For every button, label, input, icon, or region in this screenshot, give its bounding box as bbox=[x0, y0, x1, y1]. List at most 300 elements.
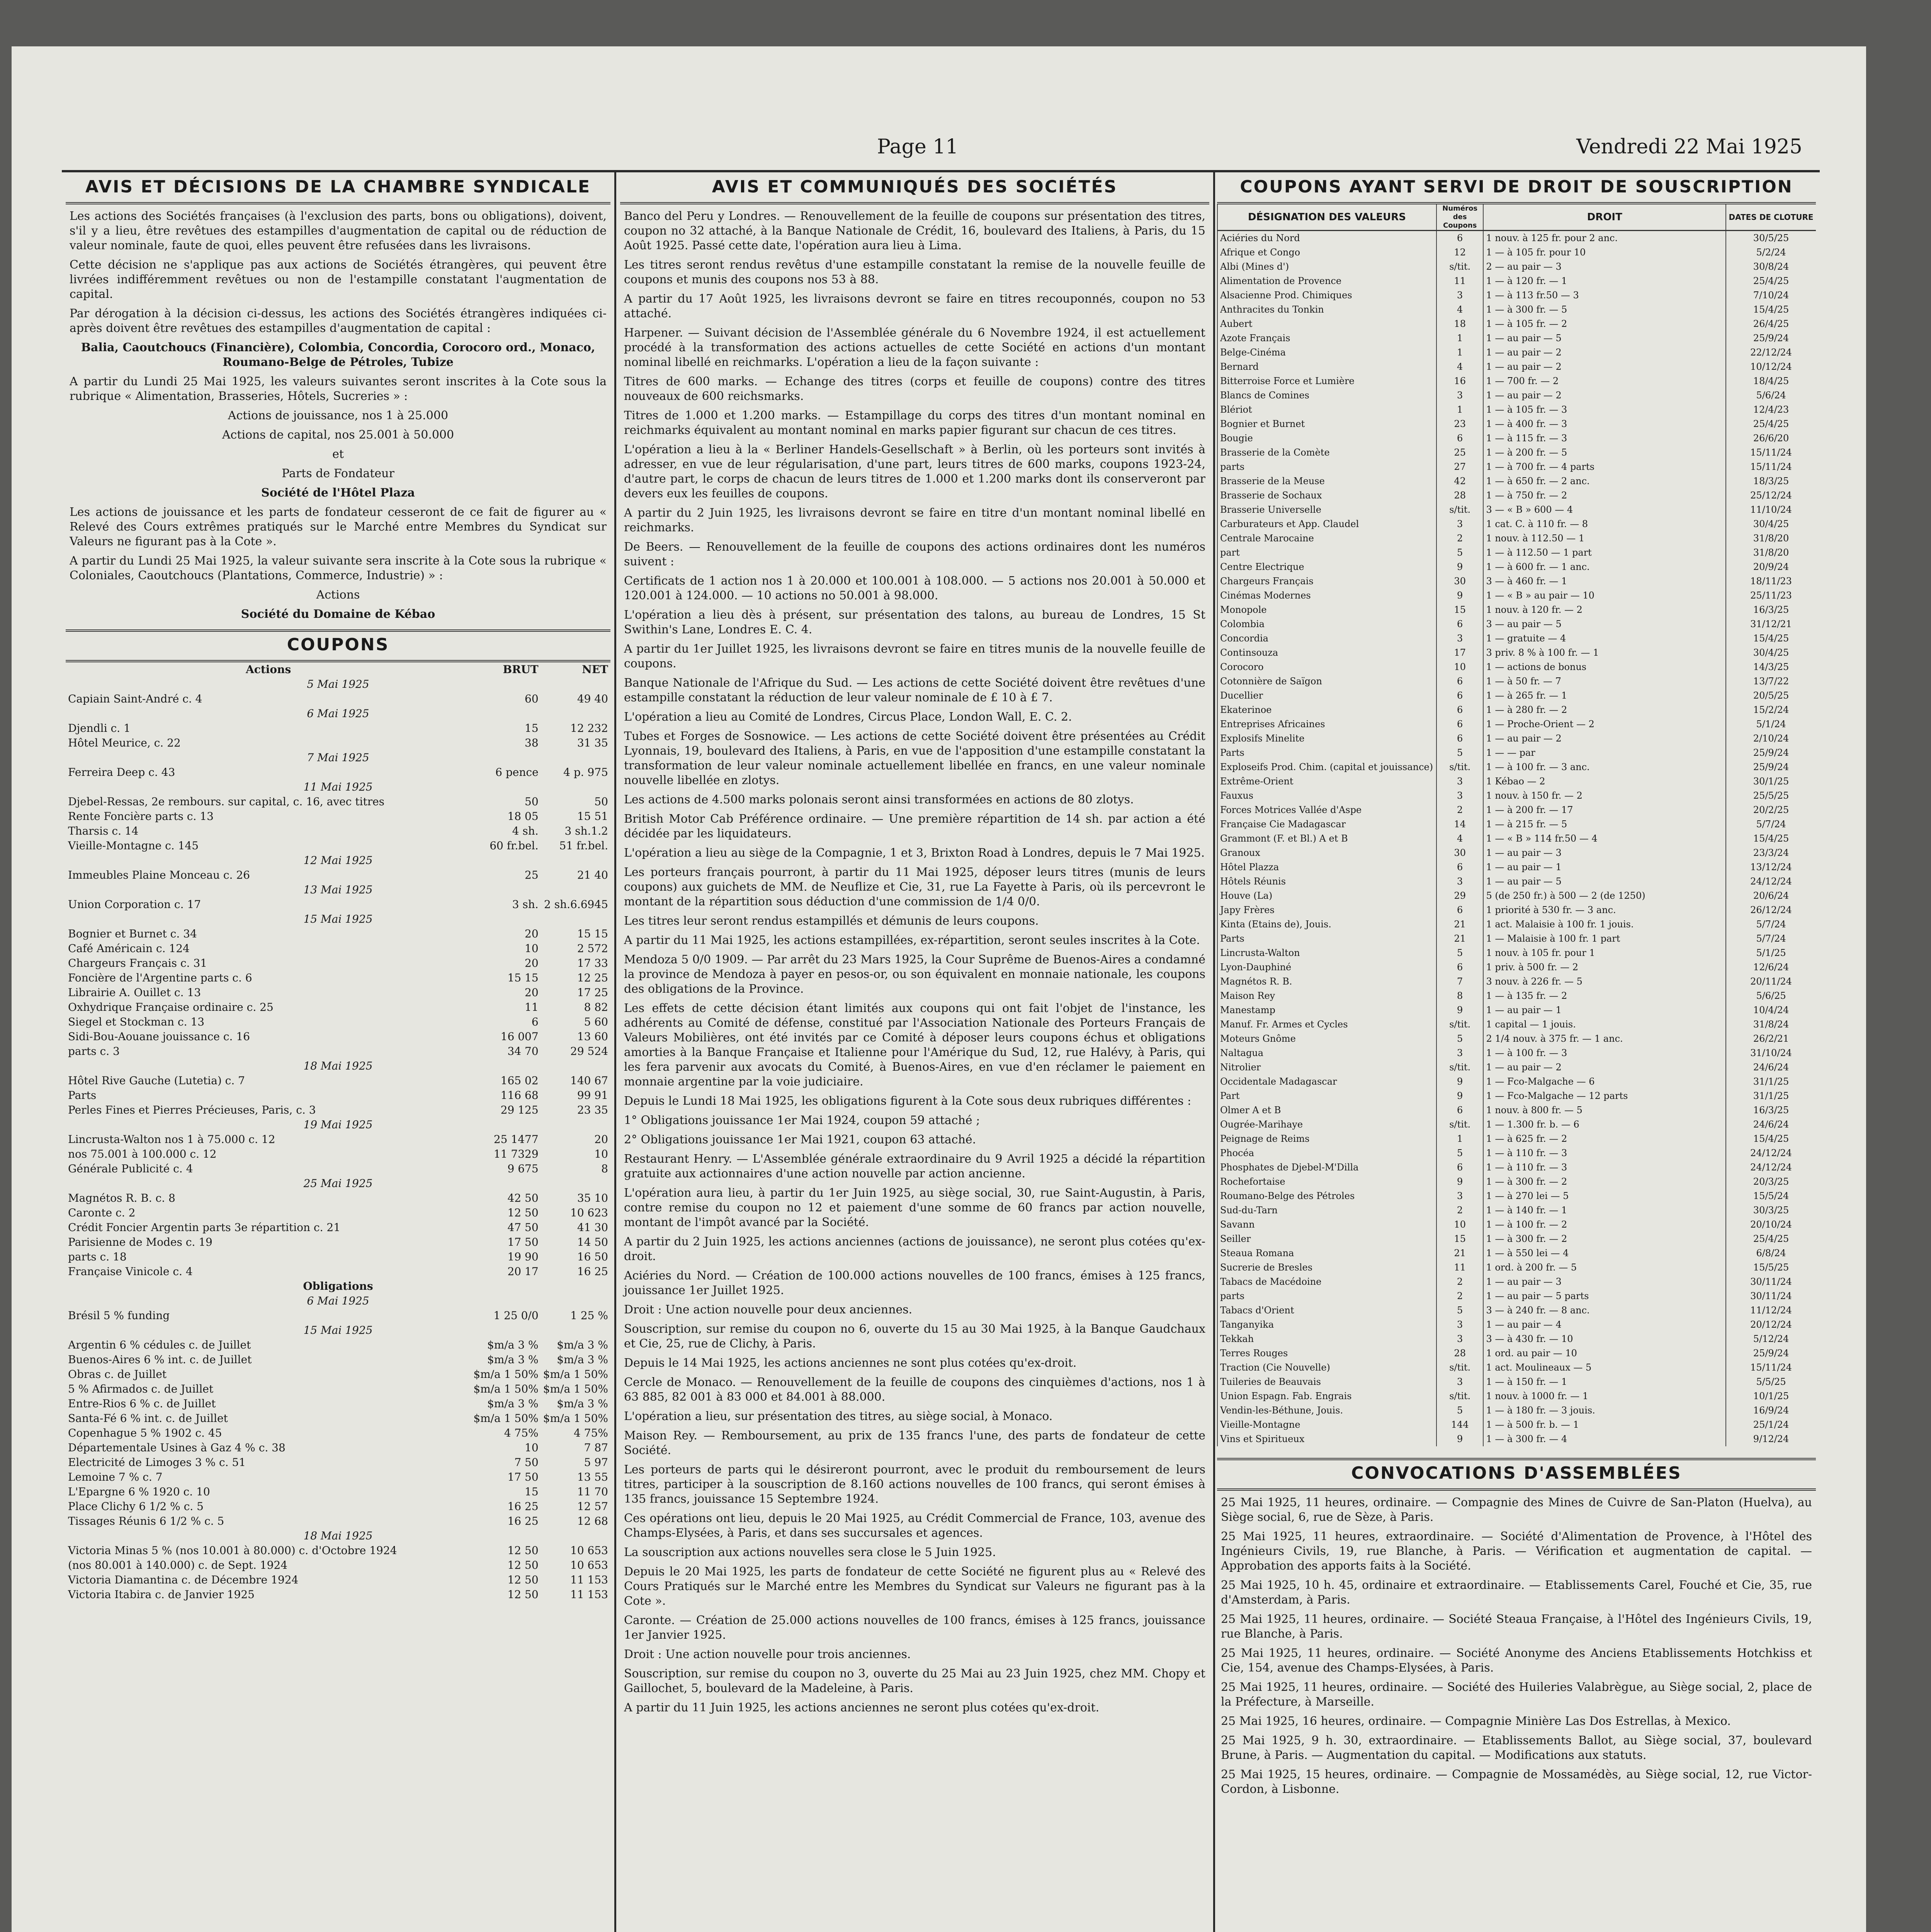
droit-date: 31/8/20 bbox=[1726, 546, 1816, 560]
droit-row bbox=[1217, 832, 1816, 846]
coupon-row bbox=[66, 1147, 610, 1162]
societe-notice: Restaurant Henry. — L'Assemblée générale extraordinaire du 9 Avril 1925 a décidé la répartition gratuite aux actionnaires d'une action nouvelle par action ancienne. bbox=[624, 1152, 1205, 1180]
droit-date: 6/8/24 bbox=[1726, 1246, 1816, 1260]
droit-valeur: Corocoro bbox=[1217, 660, 1436, 674]
droit-date: 16/9/24 bbox=[1726, 1403, 1816, 1418]
chambre-p5: A partir du Lundi 25 Mai 1925, les valeurs suivantes seront inscrites à la Cote sous la rubrique « Alimentation, Brasseries, Hôtels, Sucreries » : bbox=[70, 375, 607, 403]
coupon-net: 12 57 bbox=[577, 1500, 608, 1513]
droit-coupon: s/tit. bbox=[1436, 760, 1483, 774]
droit-date: 25/12/24 bbox=[1726, 488, 1816, 503]
droit-droit: 1 — à 110 fr. — 3 bbox=[1483, 1146, 1726, 1160]
coupon-name: Sidi-Bou-Aouane jouissance c. 16 bbox=[68, 1030, 250, 1043]
coupon-name: Brésil 5 % funding bbox=[68, 1309, 170, 1322]
coupon-brut: $m/a 1 50% bbox=[473, 1412, 539, 1425]
coupon-row bbox=[66, 765, 610, 780]
coupon-name: Victoria Diamantina c. de Décembre 1924 bbox=[68, 1573, 299, 1586]
chambre-p9: Parts de Fondateur bbox=[282, 467, 394, 480]
coupon-row bbox=[66, 1352, 610, 1367]
droit-droit: 1 — à 215 fr. — 5 bbox=[1483, 817, 1726, 832]
droit-valeur: Vins et Spiritueux bbox=[1217, 1432, 1436, 1446]
droit-coupon: 6 bbox=[1436, 1160, 1483, 1175]
societe-notice: Depuis le 20 Mai 1925, les parts de fondateur de cette Société ne figurent plus au « Relevé des Cours Pratiqués sur le Marché entre les Membres du Syndicat sur Valeurs ne figurant pas à la Cote ». bbox=[624, 1565, 1205, 1608]
droit-row bbox=[1217, 1361, 1816, 1375]
droit-row bbox=[1217, 731, 1816, 746]
droit-date: 15/5/25 bbox=[1726, 1260, 1816, 1275]
droit-droit: 1 — à 265 fr. — 1 bbox=[1483, 689, 1726, 703]
droit-row bbox=[1217, 874, 1816, 889]
droit-coupon: 6 bbox=[1436, 674, 1483, 689]
droit-droit: 1 — Malaisie à 100 fr. 1 part bbox=[1483, 932, 1726, 946]
societe-notice: Les titres seront rendus revêtus d'une estampille constatant la remise de la nouvelle feuille de coupons et munis des coupons nos 53 à 88. bbox=[624, 258, 1205, 286]
droit-droit: 1 — à 270 lei — 5 bbox=[1483, 1189, 1726, 1203]
coupon-name: Obras c. de Juillet bbox=[68, 1368, 167, 1381]
droit-coupon: 3 bbox=[1436, 288, 1483, 303]
societe-notice: Harpener. — Suivant décision de l'Assemblée générale du 6 Novembre 1924, il est actuellement procédé à la transformation des actions actuelles de cette Société en actions d'un montant nominal libellé en reichmarks. L'opération a lieu de la façon suivante : bbox=[624, 326, 1205, 369]
coupon-net: $m/a 1 50% bbox=[543, 1383, 608, 1395]
societe-notice: Les titres leur seront rendus estampillés et démunis de leurs coupons. bbox=[624, 914, 1039, 928]
droit-coupon: 5 bbox=[1436, 1303, 1483, 1318]
coupon-brut: 6 bbox=[531, 1015, 539, 1028]
droit-row bbox=[1217, 1403, 1816, 1418]
droit-date: 25/9/24 bbox=[1726, 331, 1816, 345]
societe-notice: Les actions de 4.500 marks polonais seront ainsi transformées en actions de 80 zlotys. bbox=[624, 793, 1134, 806]
droit-valeur: Anthracites du Tonkin bbox=[1217, 303, 1436, 317]
coupon-row bbox=[66, 971, 610, 985]
droit-valeur: Tabacs d'Orient bbox=[1217, 1303, 1436, 1318]
droit-row bbox=[1217, 403, 1816, 417]
droit-droit: 1 — à 100 fr. — 3 anc. bbox=[1483, 760, 1726, 774]
coupon-brut: 10 bbox=[525, 942, 539, 955]
droit-coupon: 5 bbox=[1436, 746, 1483, 760]
coupon-net: 12 25 bbox=[577, 971, 608, 984]
droit-droit: 1 act. Malaisie à 100 fr. 1 jouis. bbox=[1483, 917, 1726, 932]
coupon-row bbox=[66, 1573, 610, 1587]
droit-coupon: 9 bbox=[1436, 588, 1483, 603]
droit-coupon: 3 bbox=[1436, 388, 1483, 403]
coupon-row bbox=[66, 1543, 610, 1558]
droit-droit: 1 Kébao — 2 bbox=[1483, 774, 1726, 789]
convocation: 25 Mai 1925, 11 heures, ordinaire. — Société Anonyme des Anciens Etablissements Hotchkiss et Cie, 154, avenue des Champs-Elysées, à Paris. bbox=[1221, 1646, 1812, 1675]
coupons-h-actions: Actions bbox=[246, 663, 291, 676]
coupon-row bbox=[66, 1338, 610, 1352]
coupon-name: Ferreira Deep c. 43 bbox=[68, 766, 175, 779]
societe-notice: Tubes et Forges de Sosnowice. — Les actions de cette Société doivent être présentées au Crédit Lyonnais, 19, boulevard des Italiens, à Paris, en vue de l'apposition d'une estampille constatant la transformation de leur valeur nominale actuellement libellée en francs, en une valeur nominale nouvelle libellée en zlotys. bbox=[624, 730, 1205, 787]
droit-coupon: 2 bbox=[1436, 1203, 1483, 1218]
coupons-title: COUPONS bbox=[66, 629, 610, 662]
droit-droit: 3 nouv. à 226 fr. — 5 bbox=[1483, 975, 1726, 989]
droit-coupon: 3 bbox=[1436, 874, 1483, 889]
droit-coupon: 10 bbox=[1436, 1218, 1483, 1232]
droit-droit: 1 — à 600 fr. — 1 anc. bbox=[1483, 560, 1726, 574]
coupon-net: 140 67 bbox=[570, 1074, 608, 1087]
droit-h-coupons: Numéros des Coupons bbox=[1436, 204, 1483, 231]
droit-date: 23/3/24 bbox=[1726, 846, 1816, 860]
droit-valeur: Kinta (Etains de), Jouis. bbox=[1217, 917, 1436, 932]
coupon-name: Capiain Saint-André c. 4 bbox=[68, 692, 202, 705]
droit-date: 15/11/24 bbox=[1726, 460, 1816, 474]
coupon-row bbox=[66, 706, 610, 721]
droit-droit: 1 capital — 1 jouis. bbox=[1483, 1017, 1726, 1032]
droit-droit: 1 — 700 fr. — 2 bbox=[1483, 374, 1726, 388]
droit-coupon: 6 bbox=[1436, 717, 1483, 731]
coupon-name: Oxhydrique Française ordinaire c. 25 bbox=[68, 1001, 274, 1014]
droit-coupon: 14 bbox=[1436, 817, 1483, 832]
droit-valeur: Nitrolier bbox=[1217, 1060, 1436, 1075]
droit-valeur: Cotonnière de Saïgon bbox=[1217, 674, 1436, 689]
droit-droit: 1 — à 105 fr. pour 10 bbox=[1483, 245, 1726, 260]
droit-droit: 1 — « B » au pair — 10 bbox=[1483, 588, 1726, 603]
societe-notice: Maison Rey. — Remboursement, au prix de 135 francs l'une, des parts de fondateur de cette Société. bbox=[624, 1429, 1205, 1457]
droit-date: 24/12/24 bbox=[1726, 874, 1816, 889]
coupon-brut: 11 bbox=[525, 1001, 539, 1014]
societe-notice: Banque Nationale de l'Afrique du Sud. — Les actions de cette Société doivent être revêtues d'une estampille constatant la réduction de leur valeur nominale de £ 10 à £ 7. bbox=[624, 676, 1205, 704]
droit-row bbox=[1217, 860, 1816, 874]
droit-coupon: 10 bbox=[1436, 660, 1483, 674]
droit-droit: 1 — à 50 fr. — 7 bbox=[1483, 674, 1726, 689]
droit-date: 26/6/20 bbox=[1726, 431, 1816, 446]
droit-row bbox=[1217, 1103, 1816, 1117]
coupon-row bbox=[66, 883, 610, 897]
coupon-row bbox=[66, 677, 610, 692]
droit-date: 20/6/24 bbox=[1726, 889, 1816, 903]
societe-notice: L'opération a lieu au siège de la Compagnie, 1 et 3, Brixton Road à Londres, depuis le 7 Mai 1925. bbox=[624, 846, 1205, 860]
droit-coupon: s/tit. bbox=[1436, 1017, 1483, 1032]
coupon-row bbox=[66, 1206, 610, 1220]
coupon-name: Buenos-Aires 6 % int. c. de Juillet bbox=[68, 1353, 252, 1366]
droit-row bbox=[1217, 617, 1816, 631]
droit-coupon: 42 bbox=[1436, 474, 1483, 488]
droit-row bbox=[1217, 1189, 1816, 1203]
droit-droit: 3 — au pair — 5 bbox=[1483, 617, 1726, 631]
droit-date: 31/10/24 bbox=[1726, 1046, 1816, 1060]
coupon-name: Parts bbox=[68, 1089, 97, 1102]
coupon-row bbox=[66, 1558, 610, 1573]
droit-coupon: 25 bbox=[1436, 446, 1483, 460]
droit-row bbox=[1217, 960, 1816, 975]
chambre-p1: Les actions des Sociétés françaises (à l'exclusion des parts, bons ou obligations), doivent, s'il y a lieu, être revêtues des estampilles d'augmentation de capital ou de réduction de valeur nominale, faute de quoi, elles peuvent être refusées dans les livraisons. bbox=[70, 209, 607, 252]
droit-droit: 1 — à 115 fr. — 3 bbox=[1483, 431, 1726, 446]
droit-coupon: 5 bbox=[1436, 1403, 1483, 1418]
droit-valeur: Savann bbox=[1217, 1218, 1436, 1232]
droit-date: 15/4/25 bbox=[1726, 303, 1816, 317]
droit-date: 2/10/24 bbox=[1726, 731, 1816, 746]
droit-date: 20/11/24 bbox=[1726, 975, 1816, 989]
coupon-brut: 12 50 bbox=[507, 1544, 539, 1557]
droit-coupon: 9 bbox=[1436, 1003, 1483, 1017]
societe-notice: Les effets de cette décision étant limités aux coupons qui ont fait l'objet de l'instance, les adhérents au Comité de défense, constitué par l'Association Nationale des Porteurs Français de Valeurs Mobilières, ont été invités par ce Comité à déposer leurs coupons échus et obligations amorties à la Banque Française et Italienne pour l'Amérique du Sud, 12, rue Halévy, à Paris, qui les fera parvenir aux avocats du Comité, à Buenos-Aires, en vue d'en réclamer le paiement en monnaie argentine par la voie judiciaire. bbox=[624, 1002, 1205, 1088]
droit-row bbox=[1217, 388, 1816, 403]
droit-date: 10/1/25 bbox=[1726, 1389, 1816, 1403]
droit-row bbox=[1217, 889, 1816, 903]
droit-date: 20/12/24 bbox=[1726, 1318, 1816, 1332]
coupon-row bbox=[66, 956, 610, 971]
droit-date: 10/12/24 bbox=[1726, 360, 1816, 374]
coupon-brut: 4 sh. bbox=[512, 825, 539, 837]
coupon-name: Caronte c. 2 bbox=[68, 1206, 136, 1219]
chambre-p14: Société du Domaine de Kébao bbox=[241, 607, 435, 621]
societe-notice: 1° Obligations jouissance 1er Mai 1924, coupon 59 attaché ; bbox=[624, 1114, 980, 1127]
droit-droit: 1 — à 500 fr. b. — 1 bbox=[1483, 1418, 1726, 1432]
droit-row bbox=[1217, 1060, 1816, 1075]
coupon-brut: $m/a 1 50% bbox=[473, 1383, 539, 1395]
droit-coupon: 9 bbox=[1436, 1432, 1483, 1446]
droit-date: 25/4/25 bbox=[1726, 1232, 1816, 1246]
droit-row bbox=[1217, 1089, 1816, 1103]
coupon-row bbox=[66, 794, 610, 809]
droit-valeur: Extrême-Orient bbox=[1217, 774, 1436, 789]
droit-row bbox=[1217, 674, 1816, 689]
left-column bbox=[66, 174, 610, 1928]
droit-row bbox=[1217, 345, 1816, 360]
droit-row bbox=[1217, 588, 1816, 603]
droit-droit: 1 priv. à 500 fr. — 2 bbox=[1483, 960, 1726, 975]
societe-notice: Les porteurs français pourront, à partir du 11 Mai 1925, déposer leurs titres (munis de leurs coupons) aux guichets de MM. de Neuflize et Cie, 31, rue La Fayette à Paris, où ils percevront le montant de la répartition sous déduction d'une commission de 1/4 0/0. bbox=[624, 866, 1205, 908]
droit-valeur: Naltagua bbox=[1217, 1046, 1436, 1060]
droit-valeur: Albi (Mines d') bbox=[1217, 260, 1436, 274]
droit-date: 30/5/25 bbox=[1726, 231, 1816, 246]
coupons-h-brut: BRUT bbox=[503, 663, 539, 676]
droit-date: 31/1/25 bbox=[1726, 1075, 1816, 1089]
droit-date: 25/1/24 bbox=[1726, 1418, 1816, 1432]
societe-notice: British Motor Cab Préférence ordinaire. — Une première répartition de 14 sh. par action a été décidée par les liquidateurs. bbox=[624, 812, 1205, 840]
coupon-net: 12 68 bbox=[577, 1515, 608, 1527]
coupon-row bbox=[66, 1191, 610, 1206]
droit-coupon: 2 bbox=[1436, 1289, 1483, 1303]
coupon-name: Magnétos R. B. c. 8 bbox=[68, 1192, 175, 1204]
coupon-net: 11 153 bbox=[570, 1588, 608, 1601]
droit-date: 25/11/23 bbox=[1726, 588, 1816, 603]
droit-date: 24/12/24 bbox=[1726, 1146, 1816, 1160]
droit-date: 12/4/23 bbox=[1726, 403, 1816, 417]
droit-droit: 1 — à 650 fr. — 2 anc. bbox=[1483, 474, 1726, 488]
droit-coupon: 15 bbox=[1436, 1232, 1483, 1246]
coupon-name: Union Corporation c. 17 bbox=[68, 898, 201, 911]
droit-date: 11/10/24 bbox=[1726, 503, 1816, 517]
droit-valeur: Entreprises Africaines bbox=[1217, 717, 1436, 731]
droit-row bbox=[1217, 546, 1816, 560]
coupon-row bbox=[66, 780, 610, 794]
societe-notice: Droit : Une action nouvelle pour deux anciennes. bbox=[624, 1303, 913, 1316]
convocation: 25 Mai 1925, 10 h. 45, ordinaire et extraordinaire. — Etablissements Carel, Fouché et Cie, 35, rue d'Amsterdam, à Paris. bbox=[1221, 1578, 1812, 1607]
droit-valeur: Terres Rouges bbox=[1217, 1346, 1436, 1361]
right-column bbox=[1217, 174, 1816, 1928]
chambre-title: AVIS ET DÉCISIONS DE LA CHAMBRE SYNDICALE bbox=[66, 174, 610, 204]
coupon-row bbox=[66, 809, 610, 824]
droit-droit: 1 — au pair — 2 bbox=[1483, 345, 1726, 360]
droit-row bbox=[1217, 975, 1816, 989]
droit-valeur: Houve (La) bbox=[1217, 889, 1436, 903]
droit-date: 11/12/24 bbox=[1726, 1303, 1816, 1318]
droit-coupon: 3 bbox=[1436, 1046, 1483, 1060]
droit-date: 20/3/25 bbox=[1726, 1175, 1816, 1189]
droit-date: 30/1/25 bbox=[1726, 774, 1816, 789]
droit-coupon: 4 bbox=[1436, 360, 1483, 374]
coupon-name: Hôtel Meurice, c. 22 bbox=[68, 736, 181, 749]
droit-date: 12/6/24 bbox=[1726, 960, 1816, 975]
societe-notice: A partir du 2 Juin 1925, les actions anciennes (actions de jouissance), ne seront plus cotées qu'ex-droit. bbox=[624, 1235, 1205, 1263]
coupons-table bbox=[66, 662, 610, 1602]
droit-date: 20/10/24 bbox=[1726, 1218, 1816, 1232]
societe-notice: Les porteurs de parts qui le désireront pourront, avec le produit du remboursement de leurs titres, participer à la souscription de 8.160 actions nouvelles de 100 francs, qui seront émises à 135 francs, jouissance 15 Septembre 1924. bbox=[624, 1463, 1205, 1506]
coupon-net: 16 25 bbox=[577, 1265, 608, 1278]
droit-valeur: Magnétos R. B. bbox=[1217, 975, 1436, 989]
droit-h-dates: DATES DE CLOTURE bbox=[1726, 204, 1816, 231]
coupon-brut: 3 sh. bbox=[512, 898, 539, 911]
droit-coupon: s/tit. bbox=[1436, 503, 1483, 517]
droit-row bbox=[1217, 774, 1816, 789]
droit-date: 20/2/25 bbox=[1726, 803, 1816, 817]
convocation: 25 Mai 1925, 11 heures, extraordinaire. — Société d'Alimentation de Provence, à l'Hôtel des Ingénieurs Civils, 19, rue Blanche, à Paris. — Vérification et augmentation de capital. — Approbation des apports faits à la Société. bbox=[1221, 1530, 1812, 1573]
droit-date: 15/4/25 bbox=[1726, 832, 1816, 846]
droit-coupon: 18 bbox=[1436, 317, 1483, 331]
droit-droit: 1 — à 113 fr.50 — 3 bbox=[1483, 288, 1726, 303]
coupon-net: $m/a 3 % bbox=[557, 1338, 608, 1351]
droit-droit: 1 — à 300 fr. — 4 bbox=[1483, 1432, 1726, 1446]
coupon-row bbox=[66, 736, 610, 750]
coupon-net: $m/a 1 50% bbox=[543, 1412, 608, 1425]
coupon-row bbox=[66, 897, 610, 912]
coupon-row bbox=[66, 941, 610, 956]
coupon-name: Foncière de l'Argentine parts c. 6 bbox=[68, 971, 252, 984]
coupon-name: Française Vinicole c. 4 bbox=[68, 1265, 193, 1278]
societe-notice: Depuis le Lundi 18 Mai 1925, les obligations figurent à la Cote sous deux rubriques différentes : bbox=[624, 1094, 1192, 1108]
coupon-net: 31 35 bbox=[577, 736, 608, 749]
droit-date: 31/1/25 bbox=[1726, 1089, 1816, 1103]
convocation: 25 Mai 1925, 11 heures, ordinaire. — Société Steaua Française, à l'Hôtel des Ingénieurs Civils, 19, rue Blanche, à Paris. bbox=[1221, 1612, 1812, 1641]
coupon-net: $m/a 1 50% bbox=[543, 1368, 608, 1381]
coupon-row bbox=[66, 1176, 610, 1191]
droit-droit: 1 — au pair — 3 bbox=[1483, 1275, 1726, 1289]
droit-date: 25/9/24 bbox=[1726, 760, 1816, 774]
droit-row bbox=[1217, 288, 1816, 303]
droit-droit: 1 nouv. à 105 fr. pour 1 bbox=[1483, 946, 1726, 960]
droit-coupon: 9 bbox=[1436, 1175, 1483, 1189]
coupon-date: 18 Mai 1925 bbox=[303, 1529, 373, 1542]
convocation: 25 Mai 1925, 11 heures, ordinaire. — Compagnie des Mines de Cuivre de San-Platon (Huelva), au Siège social, 6, rue de Sèze, à Paris. bbox=[1221, 1496, 1812, 1524]
coupon-brut: $m/a 3 % bbox=[487, 1353, 539, 1366]
droit-coupon: 5 bbox=[1436, 546, 1483, 560]
coupon-net: $m/a 3 % bbox=[557, 1353, 608, 1366]
droit-valeur: Bitterroise Force et Lumière bbox=[1217, 374, 1436, 388]
coupon-row bbox=[66, 1294, 610, 1308]
droit-valeur: Occidentale Madagascar bbox=[1217, 1075, 1436, 1089]
droit-coupon: 12 bbox=[1436, 245, 1483, 260]
droit-row bbox=[1217, 1032, 1816, 1046]
coupon-net: 8 82 bbox=[584, 1001, 608, 1014]
coupon-date: 13 Mai 1925 bbox=[303, 883, 373, 896]
coupon-date: 12 Mai 1925 bbox=[303, 854, 373, 867]
droit-droit: 1 — au pair — 1 bbox=[1483, 1003, 1726, 1017]
droit-valeur: Centrale Marocaine bbox=[1217, 531, 1436, 546]
droit-row bbox=[1217, 603, 1816, 617]
coupon-row bbox=[66, 1029, 610, 1044]
coupon-brut: 25 1477 bbox=[493, 1133, 539, 1146]
droit-valeur: Tanganyika bbox=[1217, 1318, 1436, 1332]
droit-date: 13/7/22 bbox=[1726, 674, 1816, 689]
coupon-net: 8 bbox=[601, 1162, 608, 1175]
coupon-net: 49 40 bbox=[577, 692, 608, 705]
droit-valeur: Brasserie de la Comète bbox=[1217, 446, 1436, 460]
droit-row bbox=[1217, 488, 1816, 503]
droit-title: COUPONS AYANT SERVI DE DROIT DE SOUSCRIPTION bbox=[1217, 174, 1816, 204]
coupon-name: Siegel et Stockman c. 13 bbox=[68, 1015, 205, 1028]
droit-coupon: 2 bbox=[1436, 531, 1483, 546]
droit-coupon: 1 bbox=[1436, 345, 1483, 360]
droit-date: 5/12/24 bbox=[1726, 1332, 1816, 1346]
droit-valeur: Rochefortaise bbox=[1217, 1175, 1436, 1189]
coupon-name: Crédit Foncier Argentin parts 3e répartition c. 21 bbox=[68, 1221, 341, 1234]
coupon-row bbox=[66, 1132, 610, 1147]
droit-row bbox=[1217, 331, 1816, 345]
droit-date: 30/4/25 bbox=[1726, 517, 1816, 531]
coupon-row bbox=[66, 1470, 610, 1485]
middle-column bbox=[620, 174, 1209, 1928]
coupon-row bbox=[66, 1015, 610, 1029]
droit-date: 26/12/24 bbox=[1726, 903, 1816, 917]
coupon-date: 7 Mai 1925 bbox=[307, 751, 369, 764]
coupon-brut: 15 15 bbox=[507, 971, 539, 984]
droit-row bbox=[1217, 703, 1816, 717]
droit-coupon: 6 bbox=[1436, 731, 1483, 746]
droit-row bbox=[1217, 660, 1816, 674]
societe-notice: Titres de 600 marks. — Echange des titres (corps et feuille de coupons) contre des titres nouveaux de 600 reichsmarks. bbox=[624, 375, 1205, 403]
droit-coupon: 6 bbox=[1436, 1103, 1483, 1117]
droit-valeur: Brasserie de Sochaux bbox=[1217, 488, 1436, 503]
droit-row bbox=[1217, 1232, 1816, 1246]
droit-droit: 1 — Proche-Orient — 2 bbox=[1483, 717, 1726, 731]
coupon-brut: 16 007 bbox=[500, 1030, 539, 1043]
droit-coupon: 29 bbox=[1436, 889, 1483, 903]
droit-row bbox=[1217, 1218, 1816, 1232]
coupon-row bbox=[66, 721, 610, 736]
droit-valeur: Ducellier bbox=[1217, 689, 1436, 703]
coupon-name: Djendli c. 1 bbox=[68, 722, 131, 735]
droit-droit: 1 — à 105 fr. — 3 bbox=[1483, 403, 1726, 417]
droit-row bbox=[1217, 1175, 1816, 1189]
droit-date: 5/2/24 bbox=[1726, 245, 1816, 260]
coupon-net: 23 35 bbox=[577, 1104, 608, 1116]
droit-row bbox=[1217, 560, 1816, 574]
droit-valeur: Part bbox=[1217, 1089, 1436, 1103]
droit-row bbox=[1217, 474, 1816, 488]
societe-notice: L'opération a lieu dès à présent, sur présentation des talons, au bureau de Londres, 15 St Swithin's Lane, Londres E. C. 4. bbox=[624, 608, 1205, 636]
droit-coupon: 16 bbox=[1436, 374, 1483, 388]
droit-valeur: Fauxus bbox=[1217, 789, 1436, 803]
coupon-row bbox=[66, 1235, 610, 1250]
droit-droit: 1 — au pair — 5 bbox=[1483, 331, 1726, 345]
droit-valeur: Granoux bbox=[1217, 846, 1436, 860]
droit-valeur: Ekaterinoe bbox=[1217, 703, 1436, 717]
societe-notice: Titres de 1.000 et 1.200 marks. — Estampillage du corps des titres d'un montant nominal en reichmarks équivalent au montant nominal en marks papier figurant sur chacun de ces titres. bbox=[624, 409, 1205, 437]
coupon-row bbox=[66, 1323, 610, 1338]
droit-row bbox=[1217, 846, 1816, 860]
droit-row bbox=[1217, 1432, 1816, 1446]
societe-notice: La souscription aux actions nouvelles sera close le 5 Juin 1925. bbox=[624, 1546, 996, 1559]
droit-coupon: 2 bbox=[1436, 803, 1483, 817]
droit-coupon: 7 bbox=[1436, 975, 1483, 989]
coupon-brut: 11 7329 bbox=[493, 1148, 539, 1160]
droit-coupon: 27 bbox=[1436, 460, 1483, 474]
coupon-name: Perles Fines et Pierres Précieuses, Paris, c. 3 bbox=[68, 1104, 316, 1116]
droit-droit: 1 — au pair — 1 bbox=[1483, 860, 1726, 874]
droit-date: 30/3/25 bbox=[1726, 1203, 1816, 1218]
convocations-title: CONVOCATIONS D'ASSEMBLÉES bbox=[1217, 1458, 1816, 1491]
coupon-net: 17 33 bbox=[577, 957, 608, 969]
coupon-net: 15 51 bbox=[577, 810, 608, 823]
droit-droit: 1 — à 110 fr. — 3 bbox=[1483, 1160, 1726, 1175]
coupon-name: Hôtel Rive Gauche (Lutetia) c. 7 bbox=[68, 1074, 245, 1087]
droit-valeur: Aubert bbox=[1217, 317, 1436, 331]
